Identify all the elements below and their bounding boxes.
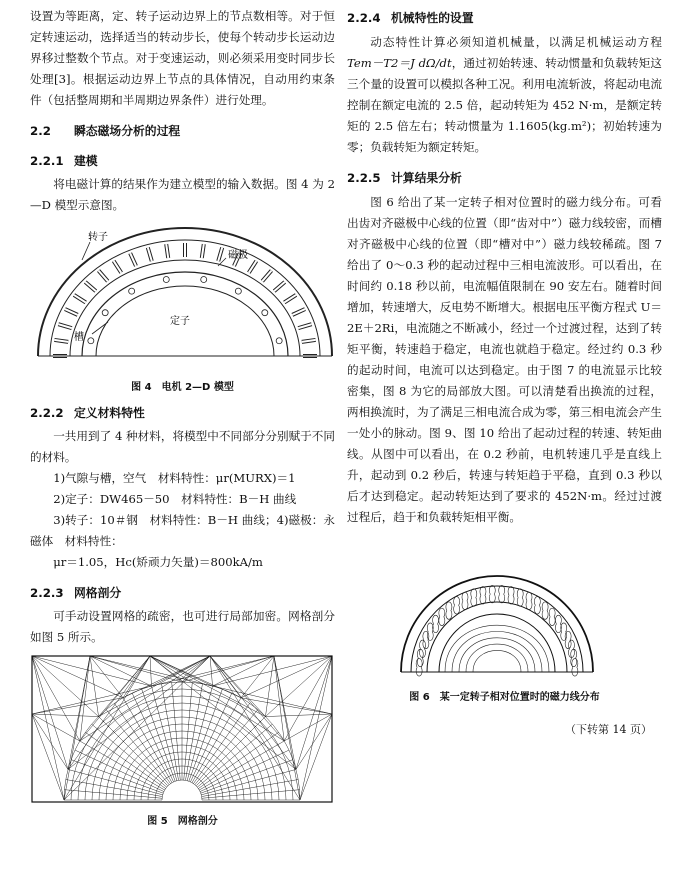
heading-title: 瞬态磁场分析的过程 — [74, 124, 181, 138]
heading-2-2-3 — [30, 583, 335, 603]
motor-2d-model-drawing — [30, 220, 335, 376]
heading-title: 网格剖分 — [74, 586, 122, 600]
label-rotor: 转子 — [88, 232, 108, 243]
flux-line-drawing — [397, 540, 597, 680]
label-magnetic-pole: 磁极 — [228, 250, 248, 261]
material-2: 2)定子：DW465－50 材料特性：B－H 曲线 — [53, 492, 297, 506]
heading-number: 2.2.5 — [347, 171, 381, 185]
heading-number: 2.2.1 — [30, 154, 64, 168]
heading-title: 计算结果分析 — [391, 171, 462, 185]
material-1: 1)气隙与槽，空气 材料特性：μr(MURX)＝1 — [53, 471, 296, 485]
mechanical-text-a: 动态特性计算必须知道机械量，以满足机械运动方程 — [370, 35, 662, 49]
heading-2-2-2 — [30, 403, 335, 423]
continued-note: （下转第 14 页） — [565, 723, 652, 736]
label-stator: 定子 — [170, 316, 190, 327]
paragraph-materials: 一共用到了 4 种材料，将模型中不同部分分别赋于不同的材料。 — [30, 429, 335, 464]
paragraph-results: 图 6 给出了某一定转子相对位置时的磁力线分布。可看出齿对齐磁极中心线的位置（即“齿对中”）磁力线较密，而槽对齐磁极中心线的位置（即“槽对中”）磁力线较稀疏。图 7 给出了 0～0.3 秒的起动过程中三相电流波形。可以看出，在时间约 0.18 秒以前，电流幅值限制在 90 安左右。随着时间增加，转速增大，反电势不断增大。根据电压平衡方程式 U＝2E＋2Ri，电流随之不断减小，经过一个过渡过程，达到了转矩平衡，转速趋于稳定，电流也就趋于稳定。经过约 0.3 秒的起动时间，电流可以达到稳定。由于图 7 的电流显示比较密集，图 8 为它的局部放大图。可以清楚看出换流的过程，两相换流时，为了满足三相电流合成为零，第三相电流会产生一处小的脉动。图 9、图 10 给出了起动过程的转速、转矩曲线。从图中可以看出，在 0.2 秒前，电机转速几乎是直线上升，起动到 0.2 秒后，转速与转矩趋于平稳，直到 0.3 秒以后才达到稳定。起动转矩达到了要求的 452N·m。经过过渡过程后，趋于和负载转矩相平衡。 — [347, 195, 662, 524]
heading-title: 机械特性的设置 — [391, 11, 474, 25]
heading-2-2-1 — [30, 151, 335, 171]
material-4: μr＝1.05，Hc(矫顽力矢量)＝800kA/m — [53, 555, 263, 569]
heading-number: 2.2.4 — [347, 11, 381, 25]
heading-number: 2.2 — [30, 124, 51, 138]
figure-5 — [30, 654, 335, 808]
heading-2-2-5 — [347, 168, 662, 188]
figure-6 — [347, 540, 662, 684]
heading-title: 建模 — [74, 154, 98, 168]
mesh-drawing — [30, 654, 335, 804]
figure-5-caption: 图 5 网格剖分 — [147, 816, 218, 827]
heading-number: 2.2.2 — [30, 406, 64, 420]
heading-number: 2.2.3 — [30, 586, 64, 600]
figure-4-caption: 图 4 电机 2—D 模型 — [131, 382, 234, 393]
figure-4 — [30, 220, 335, 376]
paragraph-meshing: 可手动设置网格的疏密，也可进行局部加密。网格剖分如图 5 所示。 — [30, 609, 335, 644]
heading-title: 定义材料特性 — [74, 406, 145, 420]
paragraph-mechanical — [347, 32, 662, 158]
paragraph-boundary-nodes: 设置为等距离，定、转子运动边界上的节点数相等。对于恒定转速运动，选择适当的转动步长，使每个转动步长运动边界移过整数个节点。对于变速运动，则必须采用变时同步长处理[3]。根据运动边界上节点的具体情况，自动用约束条件（包括整周期和半周期边界条件）进行处理。 — [30, 9, 335, 107]
heading-2-2 — [30, 121, 335, 141]
material-3: 3)转子：10＃钢 材料特性：B－H 曲线；4)磁极：永磁体 材料特性： — [30, 513, 335, 548]
motion-equation: Tem－T2＝J dΩ/dt — [347, 56, 452, 70]
right-column — [347, 0, 662, 737]
figure-6-caption: 图 6 某一定转子相对位置时的磁力线分布 — [409, 692, 600, 703]
label-slot: 槽 — [74, 332, 84, 343]
heading-2-2-4 — [347, 8, 662, 28]
left-column — [30, 0, 335, 827]
mechanical-text-b: ，通过初始转速、转动惯量和负载转矩这三个量的设置可以模拟各种工况。利用电流斩波，将起动电流控制在额定电流的 2.5 倍，起动转矩为 452 N·m，是额定转矩的 2.5 倍左右；转动惯量为 1.1605(kg.m²)；初始转速为零；负载转矩为额定转矩。 — [347, 56, 662, 154]
paragraph-modeling: 将电磁计算的结果作为建立模型的输入数据。图 4 为 2—D 模型示意图。 — [30, 177, 335, 212]
